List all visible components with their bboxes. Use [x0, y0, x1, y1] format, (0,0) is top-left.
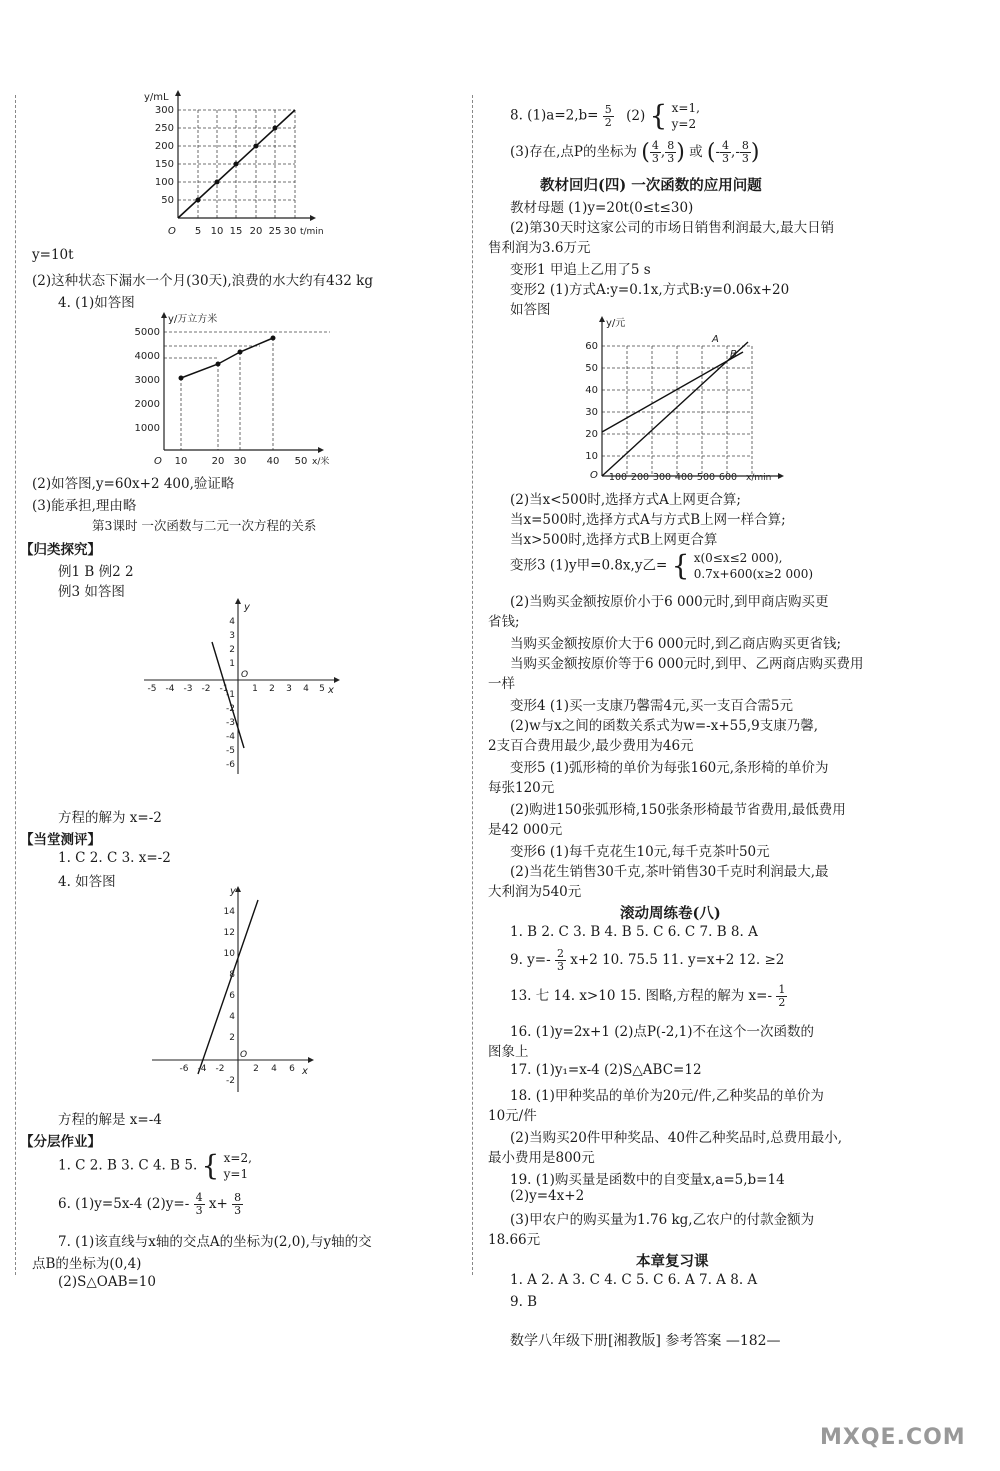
graph3-ytick: -3: [226, 718, 235, 728]
graph1-xtick: 20: [249, 226, 263, 237]
answer-line: 当购买金额按原价等于6 000元时,到甲、乙两商店购买费用: [510, 656, 864, 672]
answer-line: 大利润为540元: [488, 884, 582, 900]
answer-line: 变形5 (1)弧形椅的单价为每张160元,条形椅的单价为: [510, 760, 829, 776]
graph-example3: [138, 598, 348, 778]
graph-internet-plans: [578, 312, 796, 484]
numerator: 5: [604, 102, 612, 116]
denominator: 2: [778, 996, 786, 1009]
graph4-ytick: 4: [229, 1012, 235, 1022]
graph4-xtick: -4: [197, 1064, 207, 1074]
graph5-xtick: 200: [630, 472, 650, 483]
paren: ): [676, 140, 685, 165]
answer-line: 变形4 (1)买一支康乃馨需4元,买一支百合需5元: [510, 698, 793, 714]
answer-line: [510, 100, 700, 132]
numerator: 2: [556, 947, 564, 960]
numerator: 8: [667, 139, 675, 152]
answer-text: (2): [626, 107, 646, 124]
graph1-ytick: 100: [154, 177, 174, 188]
brace-symbol: {: [649, 99, 668, 132]
denominator: 3: [741, 152, 749, 165]
graph1-xtick: 15: [229, 226, 243, 237]
answer-line: 每张120元: [488, 780, 555, 796]
graph5-ytick: 10: [585, 451, 598, 462]
answer-text: x+2 10. 75.5 11. y=x+2 12. ≥2: [570, 952, 785, 968]
answer-line: 16. (1)y=2x+1 (2)点P(-2,1)不在这个一次函数的: [510, 1024, 814, 1040]
graph5-xtick: 400: [674, 472, 694, 483]
fraction: [776, 984, 787, 1009]
answer-line: 点B的坐标为(0,4): [32, 1256, 142, 1272]
graph3-ytick: -5: [226, 746, 235, 756]
graph2-ylabel: y/万立方米: [168, 314, 218, 325]
graph4-xtick: 2: [253, 1064, 259, 1074]
answer-text: 8. (1)a=2,b=: [510, 107, 599, 124]
graph-excavation: [118, 308, 348, 468]
answer-line: 一样: [488, 676, 515, 692]
answer-line: (2)当购买金额按原价小于6 000元时,到甲商店购买更: [510, 594, 829, 610]
graph2-xtick: 20: [211, 456, 225, 467]
paren: (: [706, 140, 716, 165]
fraction: [665, 140, 676, 165]
graph2-xtick: 30: [233, 456, 247, 467]
lesson-title: 第3课时 一次函数与二元一次方程的关系: [92, 518, 317, 533]
numerator: 4: [195, 1191, 203, 1204]
graph3-ytick: -4: [226, 732, 235, 742]
graph5-origin: O: [590, 470, 598, 481]
graph5-ytick: 40: [585, 385, 598, 396]
answer-line: y=10t: [32, 247, 74, 263]
graph4-xtick: 6: [289, 1064, 295, 1074]
graph5-xtick: 100: [608, 472, 628, 483]
answer-line: 是42 000元: [488, 822, 563, 838]
answer-line: (2)w与x之间的函数关系式为w=-x+55,9支康乃馨,: [510, 718, 818, 734]
graph4-ytick: 2: [229, 1033, 235, 1043]
graph3-xtick: -2: [201, 684, 211, 694]
graph2-origin: O: [154, 456, 162, 467]
graph5-ytick: 20: [585, 429, 598, 440]
section-heading: 【分层作业】: [20, 1134, 101, 1150]
graph3-ytick: 2: [229, 645, 235, 655]
answer-line: 10元/件: [488, 1108, 537, 1124]
answer-text: 1. C 2. B 3. C 4. B 5.: [58, 1157, 198, 1174]
answer-line: 变形6 (1)每千克花生10元,每千克茶叶50元: [510, 844, 770, 860]
answer-line: 当购买金额按原价大于6 000元时,到乙商店购买更省钱;: [510, 636, 841, 652]
graph1-xtick: 5: [194, 226, 202, 237]
section-heading: 【归类探究】: [20, 542, 101, 558]
answer-line: 方程的解为 x=-2: [58, 810, 162, 826]
answer-line: 省钱;: [488, 614, 520, 630]
answer-line: 教材母题 (1)y=20t(0≤t≤30): [510, 200, 694, 216]
answer-line: (2)当x<500时,选择方式A上网更合算;: [510, 492, 741, 508]
graph-test4: [146, 884, 316, 1096]
equation-row: y=2: [671, 117, 697, 131]
answer-line: (3)能承担,理由略: [32, 498, 137, 514]
graph1-origin: O: [168, 226, 176, 237]
graph1-xtick: 30: [283, 226, 297, 237]
graph3-xtick: 4: [303, 684, 309, 694]
denominator: 3: [651, 152, 659, 165]
equation-row: x=2,: [223, 1151, 252, 1165]
answer-line: (3)甲农户的购买量为1.76 kg,乙农户的付款金额为: [510, 1212, 815, 1228]
numerator: 8: [234, 1191, 242, 1204]
section-heading: 【当堂测评】: [20, 832, 101, 848]
graph4-xlabel: x: [302, 1066, 308, 1077]
answer-line: [510, 984, 787, 1009]
fraction: [603, 104, 614, 129]
graph2-ytick: 5000: [134, 327, 160, 338]
graph1-ytick: 150: [154, 159, 174, 170]
equation-system: [224, 1150, 252, 1182]
answer-text: 13. 七 14. x>10 15. 图略,方程的解为 x=-: [510, 988, 773, 1004]
answer-line: (2)如答图,y=60x+2 400,验证略: [32, 476, 235, 492]
graph4-ytick: -2: [226, 1076, 235, 1086]
graph1-xtick: 25: [268, 226, 282, 237]
answer-line: 变形2 (1)方式A:y=0.1x,方式B:y=0.06x+20: [510, 282, 790, 298]
graph3-xtick: 3: [286, 684, 292, 694]
graph4-ytick: 8: [229, 970, 235, 980]
graph4-xtick: -2: [215, 1064, 225, 1074]
answer-line: 方程的解是 x=-4: [58, 1112, 162, 1128]
answer-line: 图象上: [488, 1044, 529, 1060]
answer-line: (2)当购买20件甲种奖品、40件乙种奖品时,总费用最小,: [510, 1130, 843, 1146]
graph3-ytick: 3: [229, 631, 235, 641]
answer-line: [510, 550, 813, 582]
equation-system: [672, 100, 700, 132]
answer-line: 如答图: [510, 302, 551, 318]
graph5-ytick: 60: [585, 341, 598, 352]
graph1-ytick: 50: [161, 195, 174, 206]
numerator: 8: [741, 139, 749, 152]
graph2-xtick: 50: [294, 456, 308, 467]
graph3-xtick: -1: [219, 684, 229, 694]
page-footer: 数学八年级下册[湘教版] 参考答案 —182—: [510, 1333, 781, 1349]
paren: ): [750, 140, 760, 165]
answer-text: 或: [689, 144, 703, 160]
brace-symbol: {: [201, 1149, 220, 1182]
answer-text: 9. y=-: [510, 952, 551, 968]
graph4-xtick: 4: [271, 1064, 277, 1074]
equation-system: [694, 550, 813, 582]
answer-line: 例1 B 例2 2: [58, 564, 134, 580]
graph3-xtick: -4: [165, 684, 175, 694]
denominator: 2: [604, 115, 612, 129]
answer-line: 18.66元: [488, 1232, 541, 1248]
answer-line: 9. B: [510, 1294, 538, 1310]
graph3-xlabel: x: [328, 685, 334, 696]
section-title: 教材回归(四) 一次函数的应用问题: [540, 177, 762, 194]
fraction: [194, 1192, 205, 1217]
graph4-ytick: 6: [229, 991, 235, 1001]
column-divider: [472, 95, 473, 1275]
equation-row: x=1,: [671, 101, 700, 115]
answer-line: (2)第30天时这家公司的市场日销售利润最大,最大日销: [510, 220, 835, 236]
graph3-origin: O: [241, 670, 249, 680]
fraction: [650, 140, 661, 165]
fraction: [720, 140, 731, 165]
graph3-ylabel: y: [244, 602, 250, 613]
equation-row: y=1: [223, 1167, 249, 1181]
answer-line: 例3 如答图: [58, 584, 125, 600]
graph4-origin: O: [240, 1050, 248, 1060]
answer-line: 18. (1)甲种奖品的单价为20元/件,乙种奖品的单价为: [510, 1088, 824, 1104]
graph5-xtick: 600: [718, 472, 738, 483]
answer-line: (3)存在,点P的坐标为 ( $\frac{4}{3}$ , $\frac{8}{3}$ ) 或 (- $\frac{4}{3}$ ,- $\frac{8}{3}$ ): [510, 139, 760, 165]
answer-line: (2)购进150张弧形椅,150张条形椅最节省费用,最低费用: [510, 802, 846, 818]
answer-line: (2)y=4x+2: [510, 1188, 585, 1204]
graph1-xtick: 10: [210, 226, 224, 237]
answer-line: (2)这种状态下漏水一个月(30天),浪费的水大约有432 kg: [32, 273, 374, 289]
graph5-xtick: 500: [696, 472, 716, 483]
numerator: 1: [778, 983, 786, 996]
graph5-line-b: B: [730, 349, 737, 360]
graph2-xlabel: x/米: [312, 457, 330, 467]
answer-line: 最小费用是800元: [488, 1150, 595, 1166]
graph1-ytick: 250: [154, 123, 174, 134]
answer-text: x+: [208, 1196, 228, 1212]
answer-text: 变形3 (1)y甲=0.8x,y乙=: [510, 557, 668, 574]
answer-line: 售利润为3.6万元: [488, 240, 591, 256]
numerator: 4: [651, 139, 659, 152]
graph3-ytick: 4: [229, 617, 235, 627]
answer-line: 变形1 甲追上乙用了5 s: [510, 262, 651, 278]
brace-symbol: {: [671, 549, 690, 582]
graph2-ytick: 3000: [134, 375, 160, 386]
answer-line: 1. B 2. C 3. B 4. B 5. C 6. C 7. B 8. A: [510, 924, 758, 940]
denominator: 3: [556, 960, 564, 973]
answer-line: [510, 948, 784, 973]
graph2-ytick: 1000: [134, 423, 160, 434]
graph5-xlabel: x/min: [746, 473, 772, 483]
answer-line: 17. (1)y₁=x-4 (2)S△ABC=12: [510, 1062, 702, 1078]
graph3-xtick: 1: [252, 684, 258, 694]
fraction: [555, 948, 566, 973]
graph2-ytick: 2000: [134, 399, 160, 410]
answer-line: [58, 1150, 252, 1182]
graph2-xtick: 40: [266, 456, 280, 467]
graph2-xtick: 10: [174, 456, 188, 467]
graph5-line-a: A: [712, 334, 719, 345]
graph3-xtick: 5: [319, 684, 325, 694]
graph4-ytick: 12: [223, 928, 235, 938]
answer-line: 7. (1)该直线与x轴的交点A的坐标为(2,0),与y轴的交: [58, 1234, 372, 1250]
graph1-xlabel: t/min: [300, 227, 324, 237]
answer-line: [58, 1192, 243, 1217]
answer-line: 4. (1)如答图: [58, 295, 135, 311]
graph1-ylabel: y/mL: [144, 92, 169, 103]
graph3-ytick: -6: [226, 760, 235, 770]
answer-line: 当x=500时,选择方式A与方式B上网一样合算;: [510, 512, 786, 528]
graph4-ytick: 10: [223, 949, 235, 959]
section-title: 本章复习课: [636, 1253, 709, 1270]
denominator: 3: [234, 1204, 242, 1217]
answer-line: (2)当花生销售30千克,茶叶销售30千克时利润最大,最: [510, 864, 829, 880]
graph1-ytick: 200: [154, 141, 174, 152]
graph4-ylabel: y: [230, 886, 236, 897]
paren: (: [641, 140, 650, 165]
graph5-xtick: 300: [652, 472, 672, 483]
denominator: 3: [195, 1204, 203, 1217]
answer-line: 1. A 2. A 3. C 4. C 5. C 6. A 7. A 8. A: [510, 1272, 758, 1288]
graph1-ytick: 300: [154, 105, 174, 116]
answer-line: 19. (1)购买量是函数中的自变量x,a=5,b=14: [510, 1172, 785, 1188]
graph4-xtick: -6: [179, 1064, 189, 1074]
answer-line: 当x>500时,选择方式B上网更合算: [510, 532, 718, 548]
answer-line: 2支百合费用最少,最少费用为46元: [488, 738, 694, 754]
fraction: [740, 140, 751, 165]
graph3-xtick: 2: [269, 684, 275, 694]
section-title: 滚动周练卷(八): [620, 905, 721, 922]
graph-water-leak: [140, 88, 340, 243]
graph5-ytick: 50: [585, 363, 598, 374]
equation-row: x(0≤x≤2 000),: [693, 551, 783, 565]
denominator: 3: [722, 152, 730, 165]
answer-line: 1. C 2. C 3. x=-2: [58, 850, 171, 866]
answer-line: (2)S△OAB=10: [58, 1274, 156, 1290]
graph5-ylabel: y/元: [606, 318, 626, 329]
graph3-ytick: -1: [226, 690, 235, 700]
graph3-xtick: -5: [147, 684, 157, 694]
fraction: [232, 1192, 243, 1217]
graph5-ytick: 30: [585, 407, 598, 418]
left-margin-rule: [15, 95, 16, 1275]
denominator: 3: [667, 152, 675, 165]
numerator: 4: [722, 139, 730, 152]
graph3-xtick: -3: [183, 684, 193, 694]
answer-text: 6. (1)y=5x-4 (2)y=-: [58, 1196, 190, 1212]
watermark: MXQE.COM: [820, 1425, 966, 1450]
graph3-ytick: -2: [226, 704, 235, 714]
graph4-ytick: 14: [223, 907, 235, 917]
graph3-ytick: 1: [229, 659, 235, 669]
graph2-ytick: 4000: [134, 351, 160, 362]
equation-row: 0.7x+600(x≥2 000): [693, 567, 814, 581]
answer-line: 4. 如答图: [58, 874, 116, 890]
answer-text: (3)存在,点P的坐标为: [510, 144, 637, 160]
